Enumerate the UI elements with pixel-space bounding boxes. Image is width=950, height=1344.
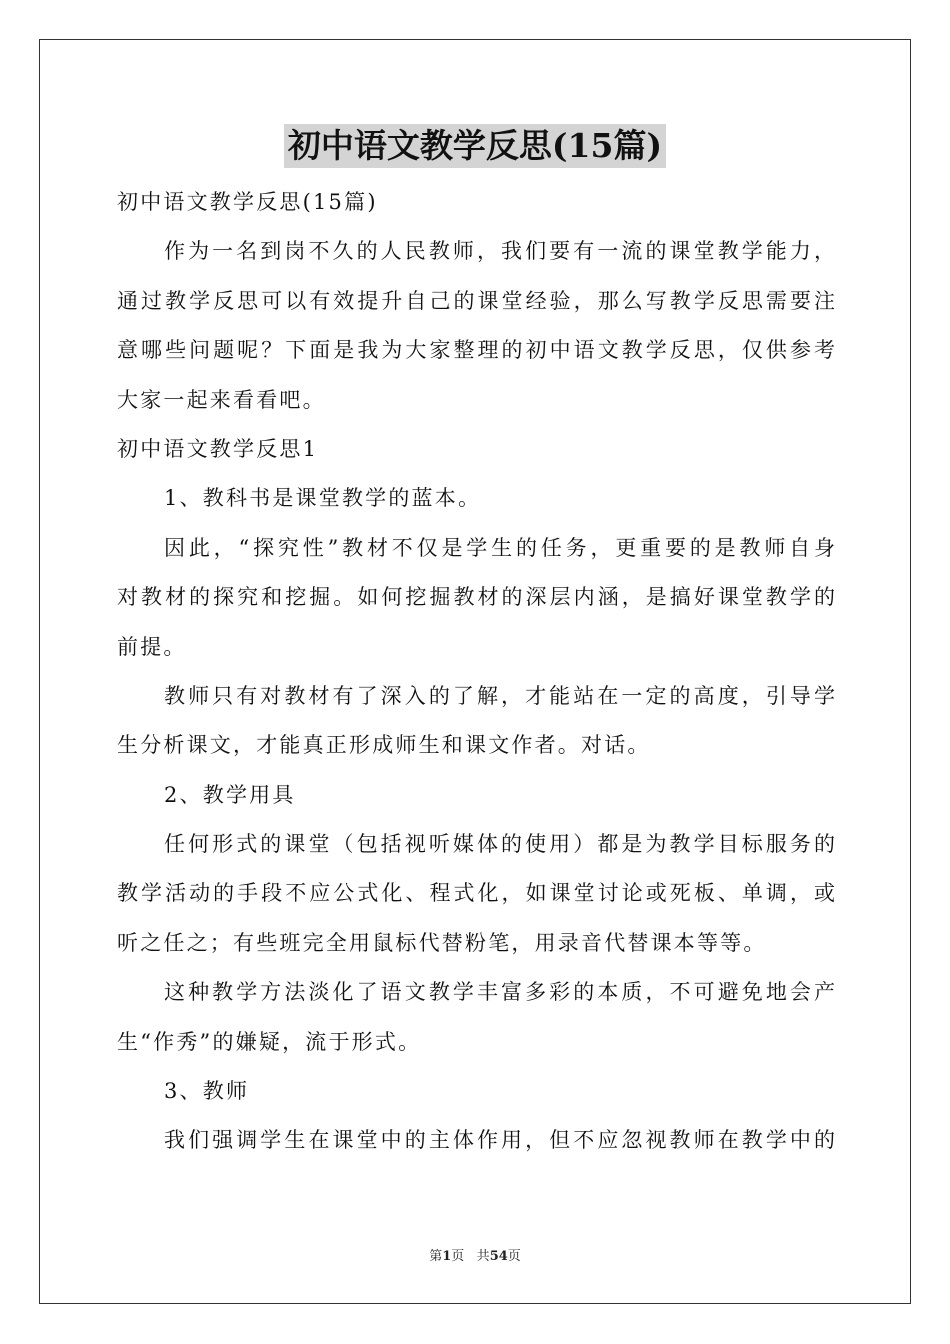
text-line: 2、教学用具 [164,782,296,807]
footer-prefix: 第 [429,1249,443,1264]
text-line: 作为一名到岗不久的人民教师，我们要有一流的课堂教学能力， [164,239,835,264]
text-line: 教师只有对教材有了深入的了解，才能站在一定的高度，引导学 [164,683,835,708]
footer-page-suffix: 页 [451,1249,465,1264]
text-line: 通过教学反思可以有效提升自己的课堂经验，那么写教学反思需要注 [117,288,835,313]
text-line: 初中语文教学反思1 [117,436,319,461]
document-title [0,124,950,168]
footer-total-prefix: 共 [476,1249,490,1264]
text-line: 1、教科书是课堂教学的蓝本。 [164,486,482,511]
text-line: 生“作秀”的嫌疑，流于形式。 [117,1029,422,1054]
text-line: 大家一起来看看吧。 [117,387,326,412]
text-line: 这种教学方法淡化了语文教学丰富多彩的本质，不可避免地会产 [164,980,835,1005]
document-body [117,178,835,1166]
footer-page-number: 1 [442,1249,452,1264]
text-line: 听之任之；有些班完全用鼠标代替粉笔，用录音代替课本等等。 [117,930,767,955]
document-title-text: 初中语文教学反思(15篇) [284,124,666,168]
text-line: 我们强调学生在课堂中的主体作用，但不应忽视教师在教学中的 [164,1128,835,1153]
text-line: 教学活动的手段不应公式化、程式化，如课堂讨论或死板、单调，或 [117,881,835,906]
footer-total-pages: 54 [489,1249,508,1264]
page-footer [0,1245,950,1264]
text-line: 意哪些问题呢？下面是我为大家整理的初中语文教学反思，仅供参考 [117,338,835,363]
text-line: 生分析课文，才能真正形成师生和课文作者。对话。 [117,733,651,758]
text-line: 因此，“探究性”教材不仅是学生的任务，更重要的是教师自身 [164,535,835,560]
text-line: 对教材的探究和挖掘。如何挖掘教材的深层内涵，是搞好课堂教学的 [117,585,835,610]
text-line: 初中语文教学反思(15篇) [117,190,378,214]
text-line: 前提。 [117,634,187,659]
text-line: 3、教师 [164,1079,250,1104]
footer-total-suffix: 页 [507,1249,521,1264]
text-line: 任何形式的课堂（包括视听媒体的使用）都是为教学目标服务的 [164,832,835,857]
